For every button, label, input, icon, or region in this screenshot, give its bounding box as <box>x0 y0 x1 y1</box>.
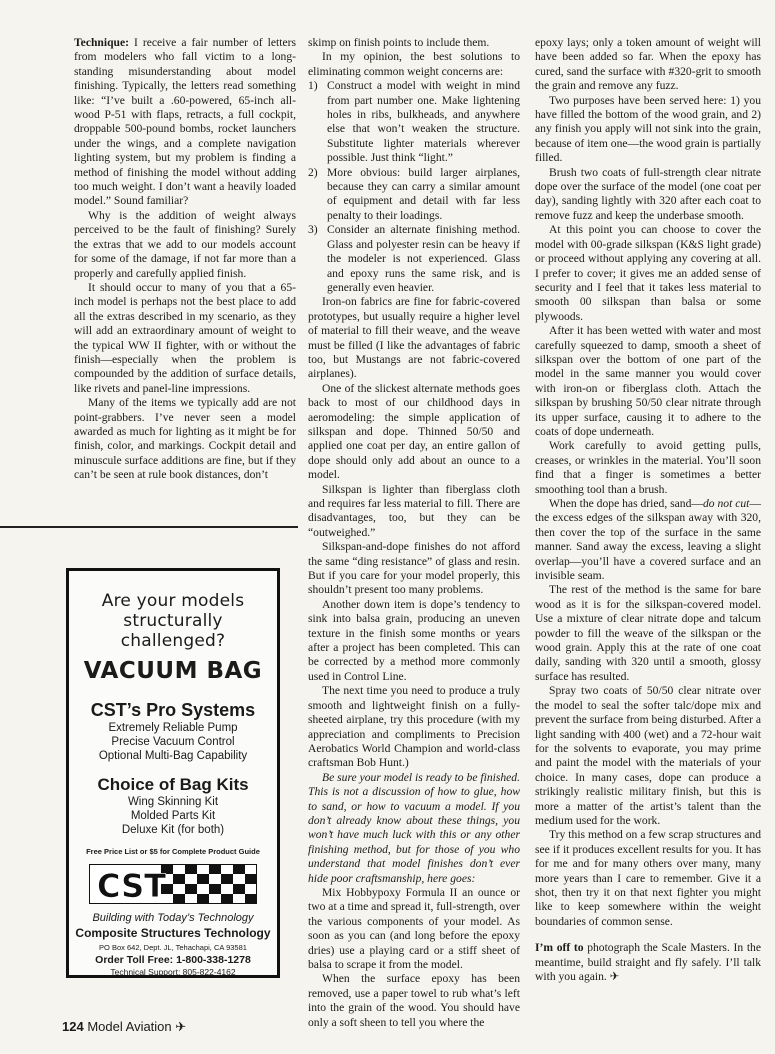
para: Work carefully to avoid getting pulls, creases, or wrinkles in the material. You’ll soon find that a finger is sometimes a better smoothing tool than a brush. <box>535 439 761 496</box>
para: The next time you need to produce a truly smooth and lightweight finish on a fully-sheeted airplane, try this procedure (with my appreciation and compliments to Precision Aerobatics World Champion and world-class craftsman Bob Hunt.) <box>308 684 520 770</box>
closing-lead: I’m off to <box>535 941 584 955</box>
ad-company: Composite Structures Technology <box>75 926 271 940</box>
list-text: Construct a model with weight in mind from part number one. Make lightening holes in ribs, bulkheads, and anywhere else that won’t weaken the structure. Substitute lighter materials wherever possible. Just think “light.” <box>327 79 520 165</box>
ad-kit: Wing Skinning Kit <box>127 796 219 808</box>
ad-choice: Choice of Bag Kits <box>97 775 249 794</box>
list-item <box>308 223 520 295</box>
para <box>74 36 296 209</box>
list-item <box>308 79 520 165</box>
page-number: 124 <box>62 1019 84 1034</box>
column-2 <box>308 36 520 1030</box>
column-1 <box>74 36 296 483</box>
para: Many of the items we typically add are not point-grabbers. I’ve never seen a model awarded as much for lighting as it might be for finish, color, and markings. Cockpit detail and minuscule surface additions are fine, but if they can’t be seen at rule book distances, don’t <box>74 396 296 482</box>
advertisement <box>66 568 280 978</box>
para: Iron-on fabrics are fine for fabric-covered prototypes, but usually require a higher level of material to fill their weave, and the weave must be filled (I like the advantages of fabric too, but Mustangs are not fabric-covered airplanes). <box>308 295 520 381</box>
list-text: More obvious: build larger airplanes, because they can carry a similar amount of equipment and detail with far less penalty to their loadings. <box>327 165 520 222</box>
column-3 <box>535 36 761 984</box>
concerns-list <box>308 79 520 295</box>
para: It should occur to many of you that a 65-inch model is perhaps not the best place to add all the extras described in my scenario, as they will add an extraordinary amount of weight to the typical WW II fighter, with or without the finish—especially when the problem is compounded by the addition of surface details, like rivets and panel-line impressions. <box>74 280 296 395</box>
para: Try this method on a few scrap structures and see if it produces excellent results for you. It has for me and for many others over many, many more years than I care to remember. Give it a shot, then try it on that next fighter you might like to keep somewhere within the weight boundaries of common sense. <box>535 828 761 928</box>
list-text: Consider an alternate finishing method. Glass and polyester resin can be heavy if the modeler is not experienced. Glass and epoxy runs the same risk, and is generally even heavier. <box>327 223 520 294</box>
ad-system: CST’s Pro Systems <box>90 700 256 720</box>
para: Two purposes have been served here: 1) you have filled the bottom of the wood grain, and 2) any finish you apply will not sink into the grain, because of item one—the wood grain is partially filled. <box>535 93 761 165</box>
list-number: 1) <box>308 79 318 93</box>
para: At this point you can choose to cover the model with 00-grade silkspan (K&S light grade) or proceed without applying any covering at all. I prefer to cover; it gives me an added sense of security and I feel that it takes less material to smooth 00 silkspan than balsa or some plywoods. <box>535 223 761 323</box>
ad-price-list: Free Price List or $5 for Complete Product Guide <box>86 847 260 856</box>
para-emphasis: do not cut <box>702 497 750 510</box>
list-number: 3) <box>308 223 318 237</box>
plane-icon: ✈ <box>609 970 620 983</box>
ad-kit: Deluxe Kit (for both) <box>121 824 225 836</box>
plane-icon: ✈ <box>175 1019 187 1034</box>
page-footer <box>62 1019 186 1035</box>
ad-headline: VACUUM BAG <box>83 658 263 684</box>
para: Why is the addition of weight always perceived to be the fault of finishing? Surely the extras that we add to our models account for some of the damage, if not far more than a properly and carefully applied finish. <box>74 208 296 280</box>
para: When the surface epoxy has been removed, use a paper towel to rub what’s left into the grain of the wood. You should have only a soft sheen to tell you where the <box>308 972 520 1029</box>
para <box>535 497 761 583</box>
cst-logo <box>89 864 257 904</box>
para: One of the slickest alternate methods goes back to most of our childhood days in aeromodeling: the simple application of silkspan and dope. Thinned 50/50 and applied one coat per day, an entire gallon of dope should only add about an ounce to a model. <box>308 381 520 482</box>
magazine-name: Model Aviation <box>87 1019 172 1034</box>
para: In my opinion, the best solutions to eliminating common weight concerns are: <box>308 50 520 78</box>
cst-logo-text: CST <box>97 867 166 904</box>
list-number: 2) <box>308 165 318 179</box>
para: Mix Hobbypoxy Formula II an ounce or two at a time and spread it, full-strength, over the various components of your model. As soon as you can (and long before the epoxy dries) use a playing card or a stiff sheet of balsa to scrape it from the model. <box>308 885 520 971</box>
para: After it has been wetted with water and most carefully squeezed to damp, smooth a sheet of silkspan over the bottom of one part of the model in the same manner you would cover with iron-on or fiberglass cloth. Attach the silkspan by brushing 50/50 clear nitrate through its upper surface, causing it to adhere to the coats of dope underneath. <box>535 324 761 438</box>
ad-feature: Precise Vacuum Control <box>111 736 235 748</box>
ad-kit: Molded Parts Kit <box>130 810 216 822</box>
ad-question: Are your models structurally challenged? <box>101 591 245 651</box>
para-text: When the dope has dried, sand— <box>549 497 703 510</box>
list-item <box>308 166 520 224</box>
ad-tagline: Building with Today’s Technology <box>92 912 254 924</box>
ad-divider <box>0 526 298 528</box>
ad-support-phone: Technical Support: 805-822-4162 <box>110 967 236 977</box>
ad-order-phone: Order Toll Free: 1-800-338-1278 <box>95 954 251 966</box>
para-text: photograph the Scale Masters. In the meantime, build straight and fly safely. I’ll talk with you again. <box>535 941 761 983</box>
lead-in: Technique: <box>74 36 129 49</box>
para-text: —the excess edges of the silkspan away with 320, then cover the top of the surface in the same manner. Sand away the excess, leaving a slight overlap—you’ll have a covered surface and an invisible seam. <box>535 497 761 583</box>
para: Another down item is dope’s tendency to sink into balsa grain, producing an uneven texture in the finish some months or years after a project has been completed. This can be corrected by a method more commonly used in Control Line. <box>308 597 520 683</box>
para: epoxy lays; only a token amount of weight will have been added so far. When the epoxy has cured, sand the surface with #320-grit to smooth the grain and remove any fuzz. <box>535 36 761 93</box>
para: The rest of the method is the same for bare wood as it is for the silkspan-covered model. Use a mixture of clear nitrate dope and talcum powder to fill the weave of the silkspan or the wood grain. Apply this at the rate of one coat daily, sanding with 320 until a smooth, glossy surface has resulted. <box>535 583 761 683</box>
closing-para <box>535 941 761 984</box>
para: skimp on finish points to include them. <box>308 36 490 49</box>
para: Spray two coats of 50/50 clear nitrate over the model to seal the softer talc/dope mix and prevent the surface from being disturbed. After a light sanding with 400 (wet) and a 72-hour wait for the solvents to evaporate, you may prime and paint the model with the materials of your choice. In many cases, dope can produce a strikingly realistic military finish, but this is more a matter of the artist’s talent than the medium used for the work. <box>535 684 761 827</box>
checkerboard-logo-icon <box>89 864 257 904</box>
para: Silkspan-and-dope finishes do not afford the same “ding resistance” of glass and resin. But if you care for your model properly, this shouldn’t present too many problems. <box>308 540 520 597</box>
para-text: I receive a fair number of letters from modelers who fall victim to a long-standing misunderstanding about model finishing. Typically, the letters read something like: “I’ve built a .60-powered, 65-inch all-wood P-51 with flaps, retracts, a full cockpit, droppable 500-pound bombs, rocket launchers under the wings, and a complete navigation lighting system, but my problem is finding a method of finishing the model without adding too much weight. I don’t want a heavily loaded model.” Sound familiar? <box>74 36 296 208</box>
ad-feature: Optional Multi-Bag Capability <box>98 750 248 762</box>
para: Silkspan is lighter than fiberglass cloth and requires far less material to fill. There are disadvantages, too, but they can be “outweighed.” <box>308 482 520 539</box>
ad-feature: Extremely Reliable Pump <box>108 722 238 734</box>
para: Brush two coats of full-strength clear nitrate dope over the surface of the model (one coat per day), sanding lightly with 320 after each coat to remove fuzz and keep the underbase smooth. <box>535 165 761 222</box>
ad-address: PO Box 642, Dept. JL, Tehachapi, CA 93581 <box>99 943 247 952</box>
para-italic: Be sure your model is ready to be finished. This is not a discussion of how to glue, how to sand, or how to vacuum a model. If you don’t already know about these things, you won’t have much luck with this or any other finishing method, but for those of you who understand that model finishes don’t ever hide poor craftsmanship, here goes: <box>308 770 520 885</box>
